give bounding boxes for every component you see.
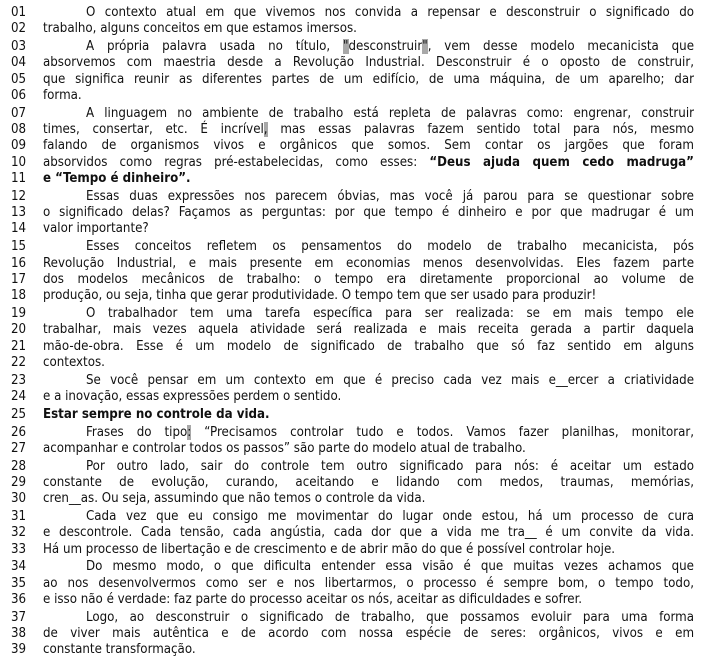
line-number: 06 — [11, 88, 27, 103]
text-run: constante de evolução, curando, aceitando e lidando com medos, traumas, memórias, — [43, 474, 694, 490]
line-text — [86, 238, 694, 255]
text-line — [0, 440, 702, 457]
line-text — [43, 71, 694, 88]
line-number: 08 — [11, 122, 27, 138]
text-line — [0, 238, 702, 255]
line-number: 29 — [11, 474, 27, 490]
text-line — [0, 625, 702, 642]
line-text — [43, 321, 694, 338]
line-text — [43, 271, 694, 288]
line-text — [43, 524, 694, 541]
text-line — [0, 354, 702, 371]
line-number: 31 — [11, 509, 27, 524]
text-run: cren__as. Ou seja, assumindo que não temos o controle da vida. — [43, 491, 426, 507]
text-run: contextos. — [43, 354, 105, 370]
line-text — [43, 20, 694, 37]
line-text — [43, 255, 694, 272]
line-number: 27 — [11, 440, 27, 456]
line-text — [43, 575, 694, 592]
line-number: 11 — [11, 171, 27, 186]
text-run: mão-de-obra. Esse é um modelo de significado de trabalho que só faz sentido em alguns — [43, 338, 694, 354]
text-line — [0, 406, 702, 423]
text-run: A linguagem no ambiente de trabalho está repleta de palavras como: engrenar, construir — [86, 105, 694, 121]
text-run: trabalhar, mais vezes aquela atividade será realizada e mais receita gerada a partir daquela — [43, 322, 694, 338]
line-text — [43, 87, 694, 104]
line-number: 10 — [11, 154, 27, 170]
line-text — [43, 354, 694, 371]
text-run: Há um processo de libertação e de crescimento e de abrir mão do que é possível controlar hoje. — [43, 541, 616, 557]
line-number: 09 — [11, 138, 27, 154]
line-text — [43, 641, 694, 658]
line-number: 20 — [11, 322, 27, 338]
text-run: e a inovação, essas expressões perdem o sentido. — [43, 388, 342, 404]
line-text — [43, 490, 694, 507]
line-number: 23 — [11, 372, 27, 388]
line-number: 07 — [11, 105, 27, 121]
text-line — [0, 305, 702, 322]
highlighted-mark: , — [263, 122, 268, 138]
text-run: Se você pensar em um contexto em que é preciso cada vez mais e__ercer a criatividade — [86, 372, 694, 388]
text-line — [0, 287, 702, 304]
text-run: Do mesmo modo, o que dificulta entender essa visão é que muitas vezes achamos que — [86, 559, 694, 575]
line-number: 02 — [11, 21, 27, 37]
line-number: 24 — [11, 388, 27, 404]
line-text — [43, 591, 694, 608]
line-text — [43, 204, 694, 221]
line-number: 01 — [11, 5, 27, 20]
text-run: Esses conceitos refletem os pensamentos do modelo de trabalho mecanicista, pós — [86, 239, 694, 255]
text-run: Logo, ao desconstruir o significado de trabalho, que possamos evoluir para uma forma — [86, 609, 694, 625]
text-run: absorvemos com maestria desde a Revolução Industrial. Desconstruir é o oposto de construir, — [43, 55, 694, 71]
text-line — [0, 188, 702, 205]
line-number: 30 — [11, 491, 27, 507]
text-run: falando de organismos vivos e orgânicos que somos. Sem contar os jargões que foram — [43, 138, 694, 154]
text-line — [0, 558, 702, 575]
line-number: 37 — [11, 609, 27, 625]
text-line — [0, 255, 702, 272]
text-run: e isso não é verdade: faz parte do processo aceitar os nós, aceitar as dificuldades e sofrer. — [43, 592, 583, 607]
text-run: A própria palavra usada no título, — [86, 39, 344, 55]
line-text — [43, 474, 694, 491]
text-run: desconstruir — [348, 39, 423, 55]
line-text — [86, 38, 694, 55]
line-text — [86, 105, 694, 122]
text-run: “Precisamos controlar tudo e todos. Vamos fazer planilhas, monitorar, — [191, 424, 694, 440]
text-line — [0, 204, 702, 221]
text-line — [0, 641, 702, 658]
text-run: dos modelos mecânicos de trabalho: o tempo era diretamente proporcional ao volume de — [43, 271, 694, 287]
line-text — [43, 170, 694, 187]
line-number: 35 — [11, 575, 27, 591]
text-line — [0, 338, 702, 355]
line-number: 04 — [11, 55, 27, 71]
text-run: ao nos desenvolvermos como ser e nos libertarmos, o processo é sempre bom, o tempo todo, — [43, 575, 694, 591]
text-line — [0, 524, 702, 541]
line-number: 19 — [11, 305, 27, 321]
line-number: 28 — [11, 458, 27, 474]
line-number: 32 — [11, 525, 27, 541]
text-run: que significa reunir as diferentes partes de um edifício, de uma máquina, de um aparelho; dar — [43, 71, 694, 87]
text-run: o significado delas? Façamos as perguntas: por que tempo é dinheiro e por que madrugar é um — [43, 205, 694, 221]
text-line — [0, 609, 702, 626]
text-line — [0, 458, 702, 475]
line-text — [43, 287, 694, 304]
text-line — [0, 4, 702, 21]
text-line — [0, 591, 702, 608]
line-text — [43, 121, 694, 138]
text-run: times, consertar, etc. É incrível — [43, 122, 264, 138]
text-line — [0, 105, 702, 122]
text-run: absorvidos como regras pré-estabelecidas, como esses: — [43, 154, 430, 170]
line-number: 18 — [11, 288, 27, 304]
text-run: Essas duas expressões nos parecem óbvias, mas você já parou para se questionar sobre — [86, 188, 694, 204]
line-text — [86, 305, 694, 322]
line-text — [86, 508, 694, 525]
text-line — [0, 490, 702, 507]
text-line — [0, 71, 702, 88]
text-run: mas essas palavras fazem sentido total para nós, mesmo — [267, 122, 694, 138]
line-text — [86, 609, 694, 626]
text-run: O contexto atual em que vivemos nos convida a repensar e desconstruir o significado do — [86, 5, 694, 20]
text-line — [0, 137, 702, 154]
line-number: 36 — [11, 592, 27, 607]
highlighted-mark: : — [187, 424, 192, 440]
line-text — [86, 424, 694, 441]
text-run: trabalho, alguns conceitos em que estamos imersos. — [43, 21, 357, 37]
text-line — [0, 38, 702, 55]
text-run: Frases do tipo — [86, 424, 188, 440]
line-text — [86, 4, 694, 21]
line-number: 12 — [11, 188, 27, 204]
bold-text: e “Tempo é dinheiro”. — [43, 171, 191, 186]
bold-text: Estar sempre no controle da vida. — [43, 406, 270, 422]
line-number: 14 — [11, 221, 27, 237]
line-text — [43, 541, 694, 558]
text-line — [0, 424, 702, 441]
line-text — [43, 625, 694, 642]
text-line — [0, 372, 702, 389]
text-run: e descontrole. Cada tensão, cada angústia, cada dor que a vida me tra__ é um convite da vida. — [43, 525, 694, 541]
line-number: 16 — [11, 255, 27, 271]
text-line — [0, 20, 702, 37]
text-line — [0, 474, 702, 491]
bold-text: “Deus ajuda quem cedo madruga” — [429, 154, 694, 170]
line-number: 13 — [11, 205, 27, 221]
text-run: forma. — [43, 88, 82, 103]
line-number: 33 — [11, 541, 27, 557]
text-line — [0, 575, 702, 592]
text-run: Revolução Industrial, e mais presente em economias menos desenvolvidas. Eles fazem parte — [43, 255, 694, 271]
line-number: 05 — [11, 71, 27, 87]
text-run: constante transformação. — [43, 642, 196, 658]
text-line — [0, 170, 702, 187]
line-text — [43, 220, 694, 237]
line-text — [86, 458, 694, 475]
line-text — [43, 388, 694, 405]
line-text — [43, 154, 694, 171]
line-number: 15 — [11, 239, 27, 255]
text-run: Cada vez que eu consigo me movimentar do lugar onde estou, há um processo de cura — [86, 509, 694, 524]
text-run: produção, ou seja, tinha que gerar produtividade. O tempo tem que ser usado para produzir! — [43, 288, 597, 304]
line-text — [43, 440, 694, 457]
line-text — [43, 54, 694, 71]
text-run: O trabalhador tem uma tarefa específica para ser realizada: se em mais tempo ele — [86, 305, 694, 321]
text-line — [0, 154, 702, 171]
line-number: 34 — [11, 559, 27, 575]
line-text — [86, 372, 694, 389]
line-number: 39 — [11, 642, 27, 658]
text-run: valor importante? — [43, 221, 149, 237]
line-number: 21 — [11, 338, 27, 354]
highlighted-mark: " — [422, 39, 428, 55]
text-run: de viver mais autêntica e de acordo com nossa espécie de seres: orgânicos, vivos e em — [43, 626, 694, 642]
line-text — [43, 137, 694, 154]
highlighted-mark: " — [343, 39, 349, 55]
text-line — [0, 54, 702, 71]
line-text — [86, 558, 694, 575]
line-number: 26 — [11, 424, 27, 440]
text-line — [0, 508, 702, 525]
text-line — [0, 271, 702, 288]
line-number: 03 — [11, 39, 27, 55]
line-number: 25 — [11, 406, 27, 422]
line-number: 38 — [11, 626, 27, 642]
text-run: Por outro lado, sair do controle tem outro significado para nós: é aceitar um estado — [86, 458, 694, 474]
text-run: , vem desse modelo mecanicista que — [427, 39, 695, 55]
text-line — [0, 87, 702, 104]
line-number: 22 — [11, 354, 27, 370]
text-line — [0, 121, 702, 138]
line-number: 17 — [11, 271, 27, 287]
text-line — [0, 388, 702, 405]
text-line — [0, 321, 702, 338]
line-text — [43, 338, 694, 355]
text-run: acompanhar e controlar todos os passos” são parte do modelo atual de trabalho. — [43, 440, 526, 456]
line-text — [86, 188, 694, 205]
text-line — [0, 220, 702, 237]
line-text — [43, 406, 694, 423]
text-line — [0, 541, 702, 558]
